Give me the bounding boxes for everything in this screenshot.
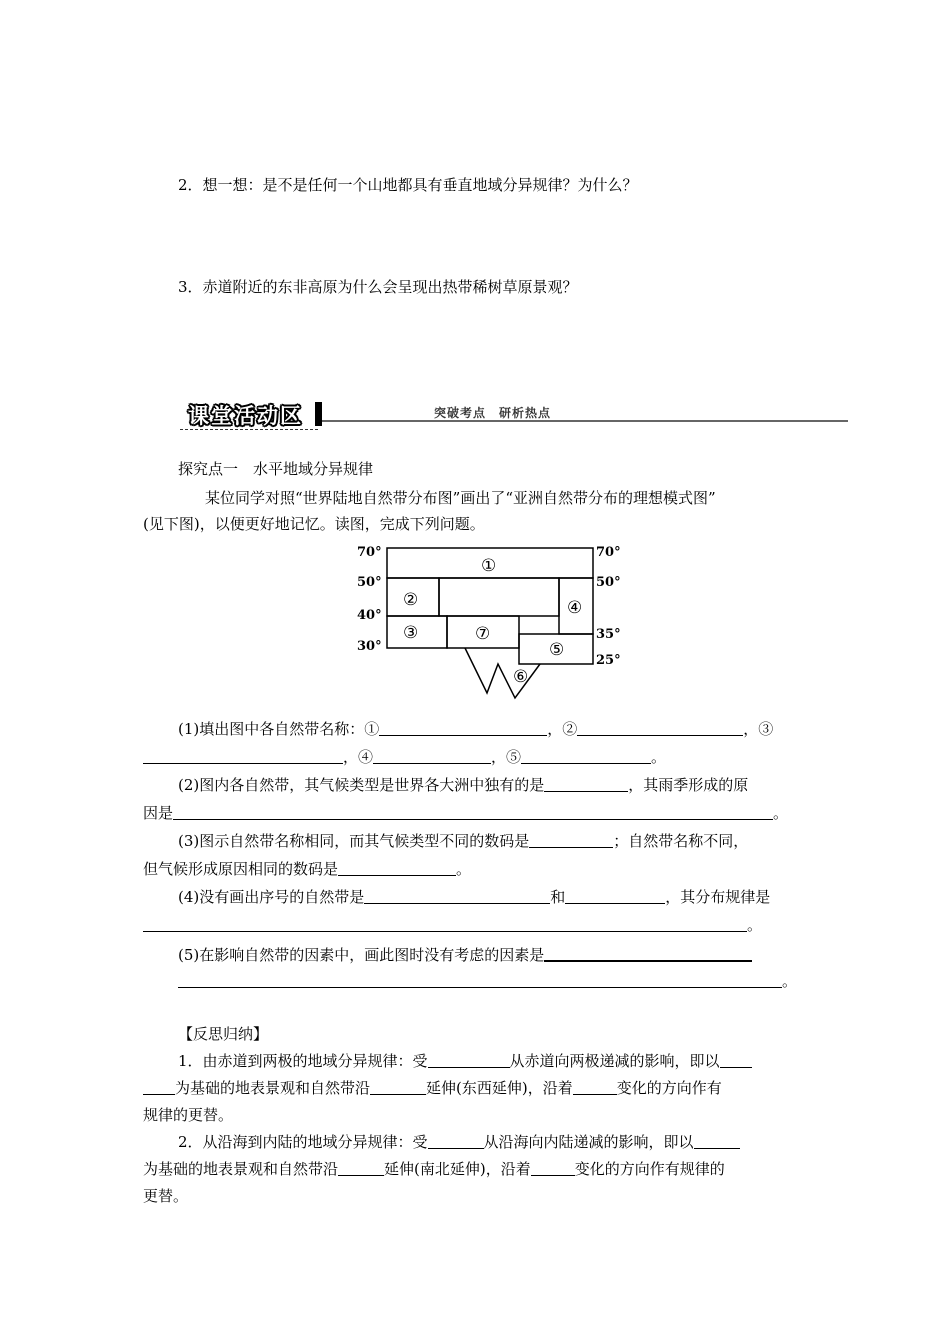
answer-blank-13[interactable] bbox=[544, 945, 752, 962]
answer-blank-11[interactable] bbox=[565, 888, 665, 904]
reflection-blank-5[interactable] bbox=[428, 1133, 484, 1149]
banner-title: 课堂活动区 bbox=[188, 404, 303, 428]
item-4-line1: (4)没有画出序号的自然带是 和 ，其分布规律是 bbox=[178, 888, 771, 906]
zone-6: ⑥ bbox=[513, 667, 529, 687]
explore-intro-line1: 某位同学对照“世界陆地自然带分布图”画出了“亚洲自然带分布的理想模式图” bbox=[205, 489, 716, 507]
answer-blank-10[interactable] bbox=[364, 888, 550, 904]
item-3-line1: (3)图示自然带名称相同，而其气候类型不同的数码是 ；自然带名称不同， bbox=[178, 832, 749, 850]
section-banner bbox=[180, 398, 848, 434]
zone-1: ① bbox=[481, 556, 497, 576]
item-1-line1: (1)填出图中各自然带名称：① ，② ，③ bbox=[178, 720, 774, 738]
answer-blank-2[interactable] bbox=[577, 720, 743, 736]
item-3-line2: 但气候形成原因相同的数码是 。 bbox=[143, 860, 472, 878]
reflection-2-line3: 更替。 bbox=[143, 1187, 189, 1205]
item-2-line1: (2)图内各自然带，其气候类型是世界各大洲中独有的是 ，其雨季形成的原 bbox=[178, 776, 749, 794]
reflection-2-line2: 为基础的地表景观和自然带沿 延伸(南北延伸)，沿着 变化的方向作有规律的 bbox=[143, 1160, 725, 1178]
answer-blank-5[interactable] bbox=[521, 748, 651, 764]
left-label-50: 50° bbox=[357, 575, 382, 590]
reflection-blank-1[interactable] bbox=[428, 1052, 510, 1068]
banner-dash bbox=[180, 429, 318, 430]
question-3: 3．赤道附近的东非高原为什么会呈现出热带稀树草原景观？ bbox=[178, 278, 578, 296]
right-label-25: 25° bbox=[596, 653, 621, 668]
explore-intro-line2: (见下图)，以便更好地记忆。读图，完成下列问题。 bbox=[143, 515, 485, 533]
zone-3: ③ bbox=[403, 623, 419, 643]
reflection-1-line2: 为基础的地表景观和自然带沿 延伸(东西延伸)，沿着 变化的方向作有 bbox=[143, 1077, 722, 1098]
answer-blank-14[interactable] bbox=[178, 972, 782, 988]
zone-7: ⑦ bbox=[475, 624, 491, 644]
right-label-35: 35° bbox=[596, 627, 621, 642]
banner-bar bbox=[315, 402, 322, 426]
left-label-40: 40° bbox=[357, 608, 382, 623]
item-2-line2: 因是 。 bbox=[143, 804, 789, 822]
item-1-line2: ，④ ，⑤ 。 bbox=[143, 746, 666, 767]
banner-rule bbox=[322, 420, 848, 422]
reflection-blank-4[interactable] bbox=[573, 1079, 617, 1095]
answer-blank-9[interactable] bbox=[338, 860, 456, 876]
answer-blank-1[interactable] bbox=[379, 720, 547, 736]
reflection-2-line1: 2．从沿海到内陆的地域分异规律：受 从沿海向内陆递减的影响，即以 bbox=[178, 1131, 740, 1152]
banner-subtitle: 突破考点 研析热点 bbox=[434, 406, 552, 420]
reflection-blank-2[interactable] bbox=[720, 1052, 752, 1068]
reflection-blank-6[interactable] bbox=[694, 1133, 740, 1149]
right-label-70: 70° bbox=[596, 545, 621, 560]
question-2: 2．想一想：是不是任何一个山地都具有垂直地域分异规律？为什么？ bbox=[178, 176, 638, 194]
left-label-70: 70° bbox=[357, 545, 382, 560]
zone-2: ② bbox=[403, 590, 419, 610]
reflection-heading: 【反思归纳】 bbox=[178, 1025, 269, 1043]
answer-blank-7[interactable] bbox=[173, 804, 773, 820]
explore-heading: 探究点一 水平地域分异规律 bbox=[178, 460, 374, 478]
reflection-blank-3[interactable] bbox=[370, 1079, 426, 1095]
answer-blank-3[interactable] bbox=[143, 748, 343, 764]
zone-4: ④ bbox=[567, 598, 583, 618]
reflection-blank-7[interactable] bbox=[338, 1160, 384, 1176]
item-5-line2: 。 bbox=[178, 970, 797, 991]
answer-blank-12[interactable] bbox=[143, 916, 747, 932]
reflection-blank-8[interactable] bbox=[531, 1160, 575, 1176]
answer-blank-6[interactable] bbox=[544, 776, 628, 792]
asia-zone-diagram bbox=[355, 538, 645, 713]
item-4-line2: 。 bbox=[143, 914, 762, 935]
left-label-30: 30° bbox=[357, 639, 382, 654]
reflection-1-line1: 1．由赤道到两极的地域分异规律：受 从赤道向两极递减的影响，即以 bbox=[178, 1050, 752, 1071]
right-label-50: 50° bbox=[596, 575, 621, 590]
item-5-line1: (5)在影响自然带的因素中，画此图时没有考虑的因素是 bbox=[178, 944, 752, 965]
answer-blank-8[interactable] bbox=[529, 832, 613, 848]
zone-5: ⑤ bbox=[549, 640, 565, 660]
answer-blank-4[interactable] bbox=[373, 748, 491, 764]
reflection-blank-2b[interactable] bbox=[143, 1079, 175, 1095]
reflection-1-line3: 规律的更替。 bbox=[143, 1106, 234, 1124]
